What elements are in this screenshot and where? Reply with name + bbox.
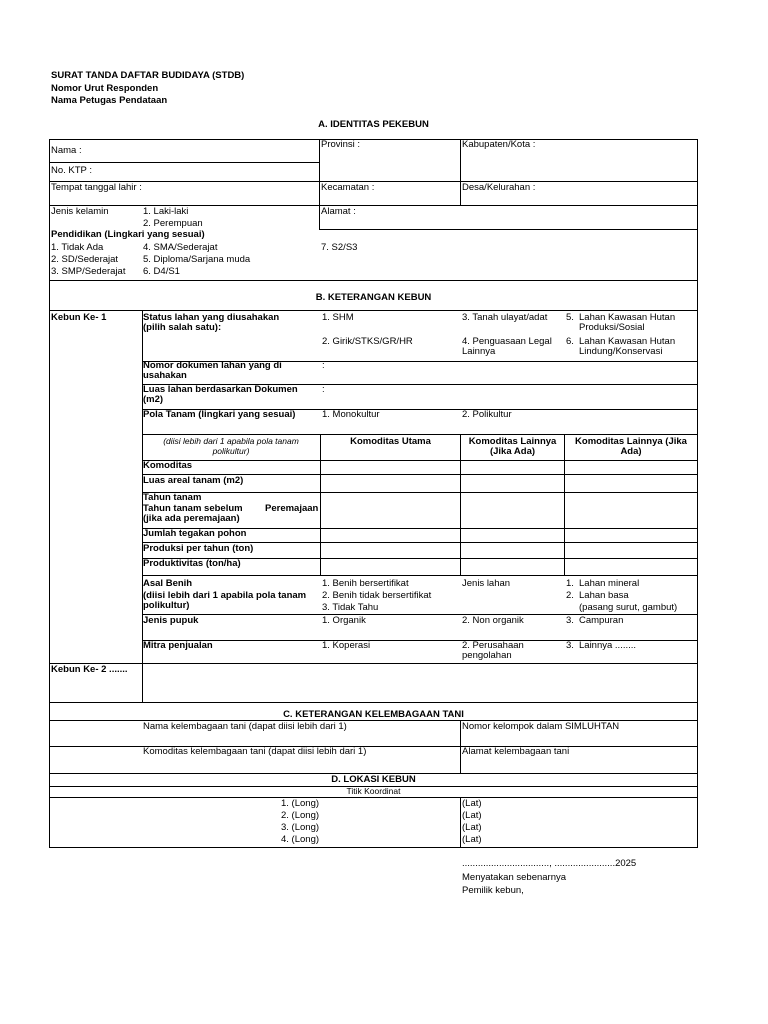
long-field[interactable]: 3. (Long) [281,822,320,833]
pupuk-option[interactable]: 1. Organik [322,615,366,626]
mitra-penjualan-label: Mitra penjualan [143,640,213,651]
provinsi-field[interactable]: Provinsi : [321,139,361,150]
komoditas-lain-2-header-cont: Ada) [620,446,642,457]
polikultur-note: (diisi lebih dari 1 apabila pola tanam [163,436,299,446]
kebun-1-label: Kebun Ke- 1 [51,312,107,323]
pola-tanam-label: Pola Tanam (lingkari yang sesuai) [143,409,296,420]
kecamatan-field[interactable]: Kecamatan : [321,182,375,193]
alamat-field[interactable]: Alamat : [321,206,356,217]
section-a-title: A. IDENTITAS PEKEBUN [318,119,429,130]
nomor-dokumen-label: Nomor dokumen lahan yang di [143,360,282,371]
lat-field[interactable]: (Lat) [462,798,482,809]
row-label-peremajaan: Peremajaan [265,503,319,514]
row-label-produktivitas: Produktivitas (ton/ha) [143,558,241,569]
row-label-produksi: Produksi per tahun (ton) [143,543,254,554]
respondent-number-label: Nomor Urut Responden [51,83,159,94]
jenis-kelamin-label: Jenis kelamin [51,206,109,217]
status-option[interactable]: 4. Penguasaan Legal [462,336,552,347]
edu-option[interactable]: 3. SMP/Sederajat [51,266,126,277]
long-field[interactable]: 1. (Long) [281,798,320,809]
edu-option[interactable]: 7. S2/S3 [321,242,358,253]
row-label-jumlah-tegakan: Jumlah tegakan pohon [143,528,247,539]
asal-benih-label: Asal Benih [143,578,193,589]
status-option-cont: Produksi/Sosial [579,322,645,333]
nomor-dokumen-label-cont: usahakan [143,370,187,381]
polikultur-note-cont: polikultur) [212,446,250,456]
row-label-tahun-tanam: Tahun tanam [143,492,202,503]
long-field[interactable]: 2. (Long) [281,810,320,821]
asal-benih-hint: (diisi lebih dari 1 apabila pola tanam [143,590,307,601]
mitra-option[interactable]: Lainnya ........ [579,640,637,651]
mitra-option[interactable]: 2. Perusahaan [462,640,524,651]
jk-option-female[interactable]: 2. Perempuan [143,218,203,229]
edu-option[interactable]: 5. Diploma/Sarjana muda [143,254,251,265]
signature-date-line[interactable]: ................................., .......................2025 [462,858,637,869]
benih-option[interactable]: 1. Benih bersertifikat [322,578,409,589]
komoditas-lain-1-header: Komoditas Lainnya [468,436,557,447]
mitra-option-cont: pengolahan [462,650,512,661]
signature-owner-label: Pemilik kebun, [462,885,524,896]
lat-field[interactable]: (Lat) [462,810,482,821]
lat-field[interactable]: (Lat) [462,822,482,833]
long-field[interactable]: 4. (Long) [281,834,320,845]
ttl-field[interactable]: Tempat tanggal lahir : [51,182,142,193]
luas-dokumen-field[interactable]: : [322,384,325,395]
status-option[interactable]: 2. Girik/STKS/GR/HR [322,336,413,347]
pupuk-option-num: 3. [566,615,574,626]
jk-option-male[interactable]: 1. Laki-laki [143,206,189,217]
pupuk-option[interactable]: Campuran [579,615,624,626]
benih-option[interactable]: 3. Tidak Tahu [322,602,379,613]
row-label-tahun-sebelum: Tahun tanam sebelum [143,503,243,514]
jenis-pupuk-label: Jenis pupuk [143,615,199,626]
section-b-title: B. KETERANGAN KEBUN [315,292,432,303]
form-title: SURAT TANDA DAFTAR BUDIDAYA (STDB) [51,70,245,81]
edu-option[interactable]: 1. Tidak Ada [51,242,104,253]
luas-dokumen-unit: (m2) [143,394,164,405]
status-option-num: 6. [566,336,574,347]
nomor-kelompok-field[interactable]: Nomor kelompok dalam SIMLUHTAN [462,721,620,732]
status-option[interactable]: Lahan Kawasan Hutan [579,336,676,347]
titik-koordinat-label: Titik Koordinat [346,786,401,796]
lahan-option-num: 2. [566,590,574,601]
pendidikan-label: Pendidikan (Lingkari yang sesuai) [51,229,205,240]
status-option[interactable]: 1. SHM [322,312,354,323]
kebun-2-label: Kebun Ke- 2 ....... [51,664,128,675]
lahan-option-mineral[interactable]: Lahan mineral [579,578,640,589]
pola-option-monokultur[interactable]: 1. Monokultur [322,409,380,420]
lahan-option-basa-hint: (pasang surut, gambut) [579,602,678,613]
luas-dokumen-label: Luas lahan berdasarkan Dokumen [143,384,298,395]
nomor-dokumen-field[interactable]: : [322,360,325,371]
pola-option-polikultur[interactable]: 2. Polikultur [462,409,512,420]
komoditas-utama-header: Komoditas Utama [350,436,431,447]
status-option-cont: Lainnya [462,346,496,357]
row-label-komoditas: Komoditas [143,460,193,471]
status-lahan-hint: (pilih salah satu): [143,322,222,333]
officer-name-label: Nama Petugas Pendataan [51,95,168,106]
asal-benih-hint-cont: polikultur) [143,600,190,611]
benih-option[interactable]: 2. Benih tidak bersertifikat [322,590,432,601]
lahan-option-basa[interactable]: Lahan basa [579,590,629,601]
pupuk-option[interactable]: 2. Non organik [462,615,524,626]
edu-option[interactable]: 4. SMA/Sederajat [143,242,218,253]
komoditas-kelembagaan-field[interactable]: Komoditas kelembagaan tani (dapat diisi lebih dari 1) [143,746,367,757]
status-option[interactable]: 3. Tanah ulayat/adat [462,312,548,323]
section-c-title: C. KETERANGAN KELEMBAGAAN TANI [283,709,464,720]
kabupaten-field[interactable]: Kabupaten/Kota : [462,139,536,150]
nama-field[interactable]: Nama : [51,145,82,156]
mitra-option-num: 3. [566,640,574,651]
alamat-kelembagaan-field[interactable]: Alamat kelembagaan tani [462,746,570,757]
komoditas-lain-2-header: Komoditas Lainnya (Jika [575,436,687,447]
ktp-field[interactable]: No. KTP : [51,165,93,176]
status-lahan-label: Status lahan yang diusahakan [143,312,280,323]
status-option-num: 5. [566,312,574,323]
komoditas-lain-1-header-cont: (Jika Ada) [489,446,536,457]
jenis-lahan-label: Jenis lahan [462,578,511,589]
nama-kelembagaan-field[interactable]: Nama kelembagaan tani (dapat diisi lebih dari 1) [143,721,347,732]
desa-field[interactable]: Desa/Kelurahan : [462,182,536,193]
status-option-cont: Lindung/Konservasi [579,346,663,357]
section-d-title: D. LOKASI KEBUN [331,774,416,785]
signature-statement: Menyatakan sebenarnya [462,872,567,883]
row-label-peremajaan-hint: (jika ada peremajaan) [143,513,240,524]
mitra-option[interactable]: 1. Koperasi [322,640,371,651]
edu-option[interactable]: 6. D4/S1 [143,266,180,277]
status-option[interactable]: Lahan Kawasan Hutan [579,312,676,323]
row-label-luas-areal: Luas areal tanam (m2) [143,475,244,486]
lahan-option-num: 1. [566,578,574,589]
edu-option[interactable]: 2. SD/Sederajat [51,254,119,265]
lat-field[interactable]: (Lat) [462,834,482,845]
